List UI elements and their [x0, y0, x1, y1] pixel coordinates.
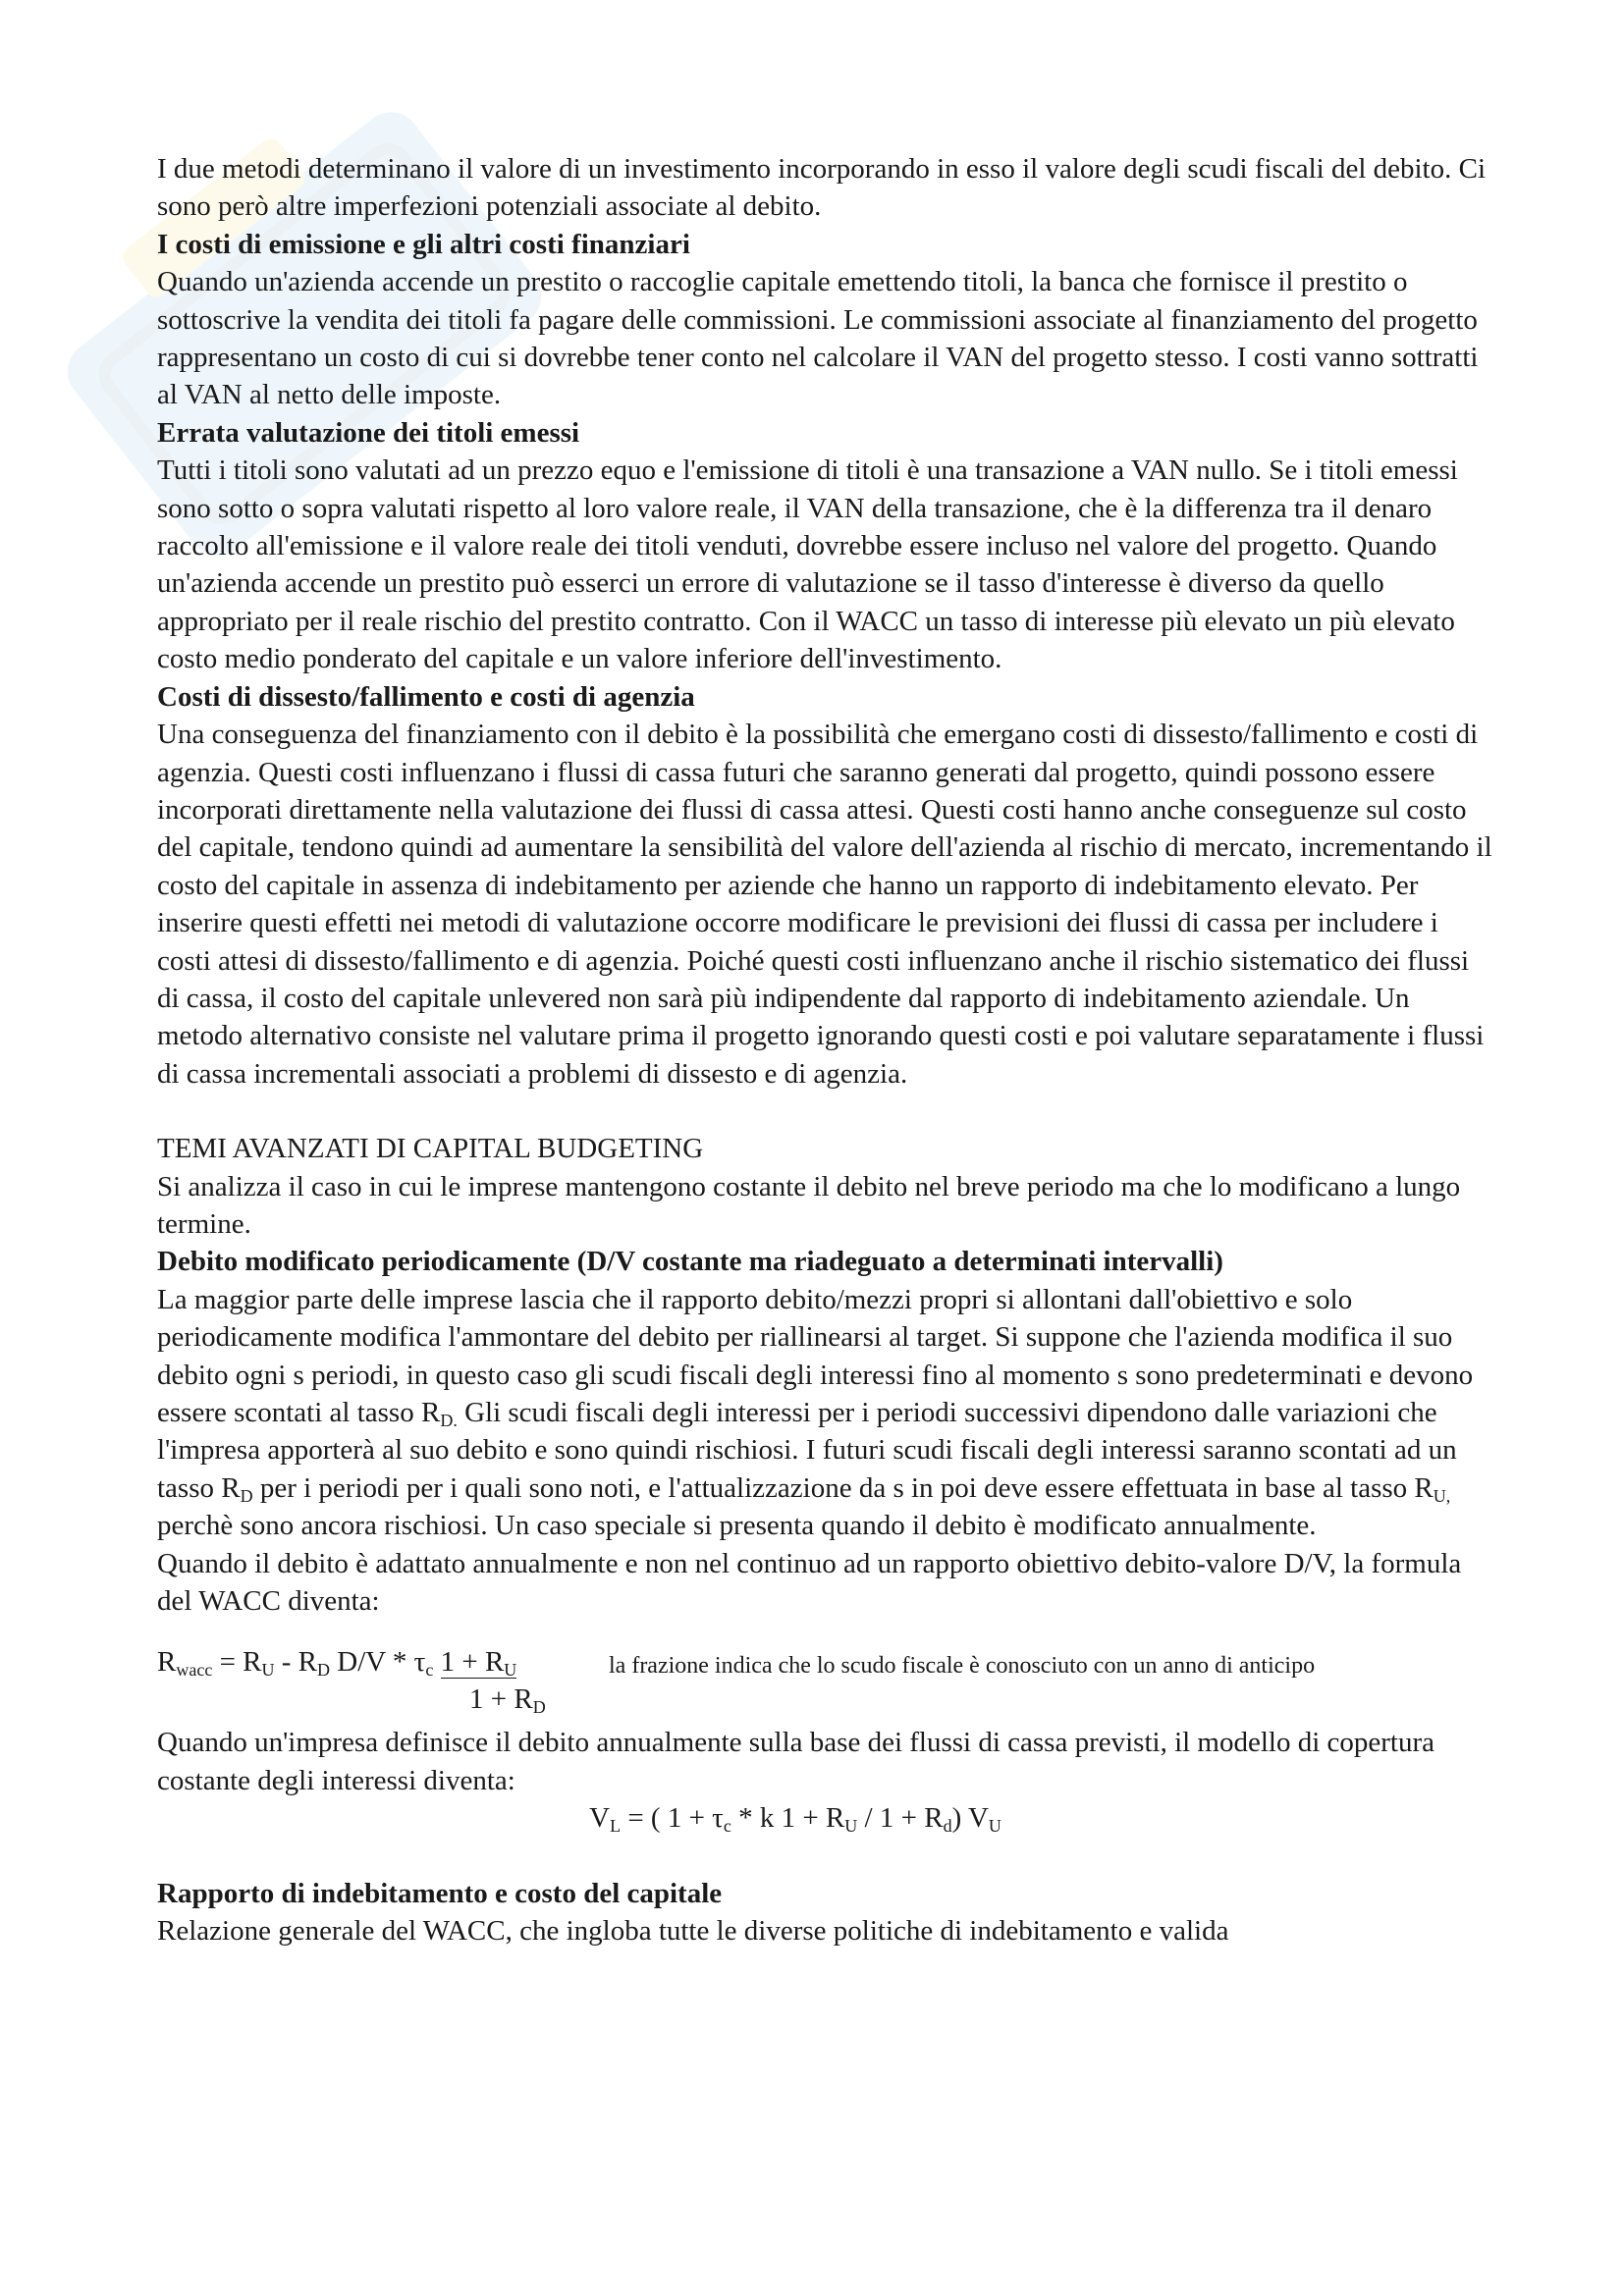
wacc-formula-note: la frazione indica che lo scudo fiscale è conosciuto con un anno di anticipo: [609, 1653, 1316, 1680]
paragraph-debito-modificato: [157, 1281, 1492, 1545]
subscript-u-comma: U,: [1433, 1485, 1451, 1506]
wacc-formula-main: $R_{wacc} = R_U - R_D$ $D/V * \tau_c$ $1 + R_U$: [157, 1646, 517, 1681]
heading-debito-modificato: Debito modificato periodicamente (D/V costante ma riadeguato a determinati intervalli): [157, 1246, 1223, 1278]
vl-formula: $V_L$ = ( $1 + \tau_c * k$ $1 + R_U / 1 + R_d$) $V_U$: [589, 1802, 1001, 1837]
document-body: [157, 150, 1492, 1949]
paragraph-rapporto-indebitamento: Relazione generale del WACC, che ingloba tutte le diverse politiche di indebitamento e valida: [157, 1915, 1229, 1948]
paragraph-costi-emissione: Quando un'azienda accende un prestito o raccoglie capitale emettendo titoli, la banca che fornisce il prestito o sottoscrive la vendita dei titoli fa pagare delle commissioni. Le commissioni associate al finanziamento del progetto rappresentano un costo di cui si dovrebbe tener conto nel calcolare il VAN del progetto stesso. I costi vanno sottratti al VAN al netto delle imposte.: [157, 266, 1479, 411]
debito-text-2: Gli scudi fiscali degli interessi per i periodi successivi dipendono dalle variazioni che l'impresa apporterà al suo debito e sono quindi rischiosi. I futuri scudi fiscali degli interessi saranno scontati ad un tasso R: [157, 1397, 1457, 1504]
debito-text-3: per i periodi per i quali sono noti, e l'attualizzazione da s in poi deve essere effettuata in base al tasso R: [252, 1471, 1434, 1504]
wacc-fraction-numerator: $1 + R_U$: [440, 1646, 517, 1681]
heading-costi-emissione: I costi di emissione e gli altri costi finanziari: [157, 228, 690, 260]
paragraph-temi-avanzati: Si analizza il caso in cui le imprese mantengono costante il debito nel breve periodo ma che lo modificano a lungo termine.: [157, 1170, 1461, 1240]
subscript-d-dot: D.: [440, 1411, 458, 1430]
wacc-formula: [157, 1643, 1492, 1724]
paragraph-modello: Quando un'impresa definisce il debito annualmente sulla base dei flussi di cassa previsti, il modello di copertura costante degli interessi diventa:: [157, 1727, 1435, 1796]
paragraph-costi-dissesto: Una conseguenza del finanziamento con il debito è la possibilità che emergano costi di dissesto/fallimento e costi di agenzia. Questi costi influenzano i flussi di cassa futuri che saranno generati dal progetto, quindi possono essere incorporati direttamente nella valutazione dei flussi di cassa attesi. Questi costi hanno anche conseguenze sul costo del capitale, tendono quindi ad aumentare la sensibilità del valore dell'azienda al rischio di mercato, incrementando il costo del capitale in assenza di indebitamento per aziende che hanno un rapporto di indebitamento elevato. Per inserire questi effetti nei metodi di valutazione occorre modificare le previsioni dei flussi di cassa per includere i costi attesi di dissesto/fallimento e di agenzia. Poiché questi costi influenzano anche il rischio sistematico dei flussi di cassa, il costo del capitale unlevered non sarà più indipendente dal rapporto di indebitamento aziendale. Un metodo alternativo consiste nel valutare prima il progetto ignorando questi costi e poi valutare separatamente i flussi di cassa incrementali associati a problemi di dissesto e di agenzia.: [157, 719, 1492, 1090]
wacc-fraction-denominator: $1 + R_D$: [469, 1683, 546, 1718]
paragraph-wacc-intro: Quando il debito è adattato annualmente e non nel continuo ad un rapporto obiettivo debito-valore D/V, la formula del WACC diventa:: [157, 1547, 1462, 1618]
heading-temi-avanzati: TEMI AVANZATI DI CAPITAL BUDGETING: [157, 1133, 704, 1165]
heading-rapporto-indebitamento: Rapporto di indebitamento e costo del capitale: [157, 1877, 723, 1909]
debito-text-1: La maggior parte delle imprese lascia che il rapporto debito/mezzi propri si allontani dall'obiettivo e solo periodicamente modifica l'ammontare del debito per riallinearsi al target. Si suppone che l'azienda modifica il suo debito ogni s periodi, in questo caso gli scudi fiscali degli interessi fino al momento s sono predeterminati e devono essere scontati al tasso R: [157, 1283, 1474, 1428]
paragraph-intro: I due metodi determinano il valore di un investimento incorporando in esso il valore degli scudi fiscali del debito. Ci sono però altre imperfezioni potenziali associate al debito.: [157, 153, 1487, 223]
paragraph-errata-valutazione: Tutti i titoli sono valutati ad un prezzo equo e l'emissione di titoli è una transazione a VAN nullo. Se i titoli emessi sono sotto o sopra valutati rispetto al loro valore reale, il VAN della transazione, che è la differenza tra il denaro raccolto all'emissione e il valore reale dei titoli venduti, dovrebbe essere incluso nel valore del progetto. Quando un'azienda accende un prestito può esserci un errore di valutazione se il tasso d'interesse è diverso da quello appropriato per il reale rischio del prestito contratto. Con il WACC un tasso di interesse più elevato un più elevato costo medio ponderato del capitale e un valore inferiore dell'investimento.: [157, 454, 1458, 675]
heading-errata-valutazione: Errata valutazione dei titoli emessi: [157, 416, 580, 449]
subscript-d: D: [240, 1485, 253, 1506]
debito-text-4: perchè sono ancora rischiosi. Un caso speciale si presenta quando il debito è modificato annualmente.: [157, 1510, 1317, 1542]
heading-costi-dissesto: Costi di dissesto/fallimento e costi di agenzia: [157, 680, 695, 713]
